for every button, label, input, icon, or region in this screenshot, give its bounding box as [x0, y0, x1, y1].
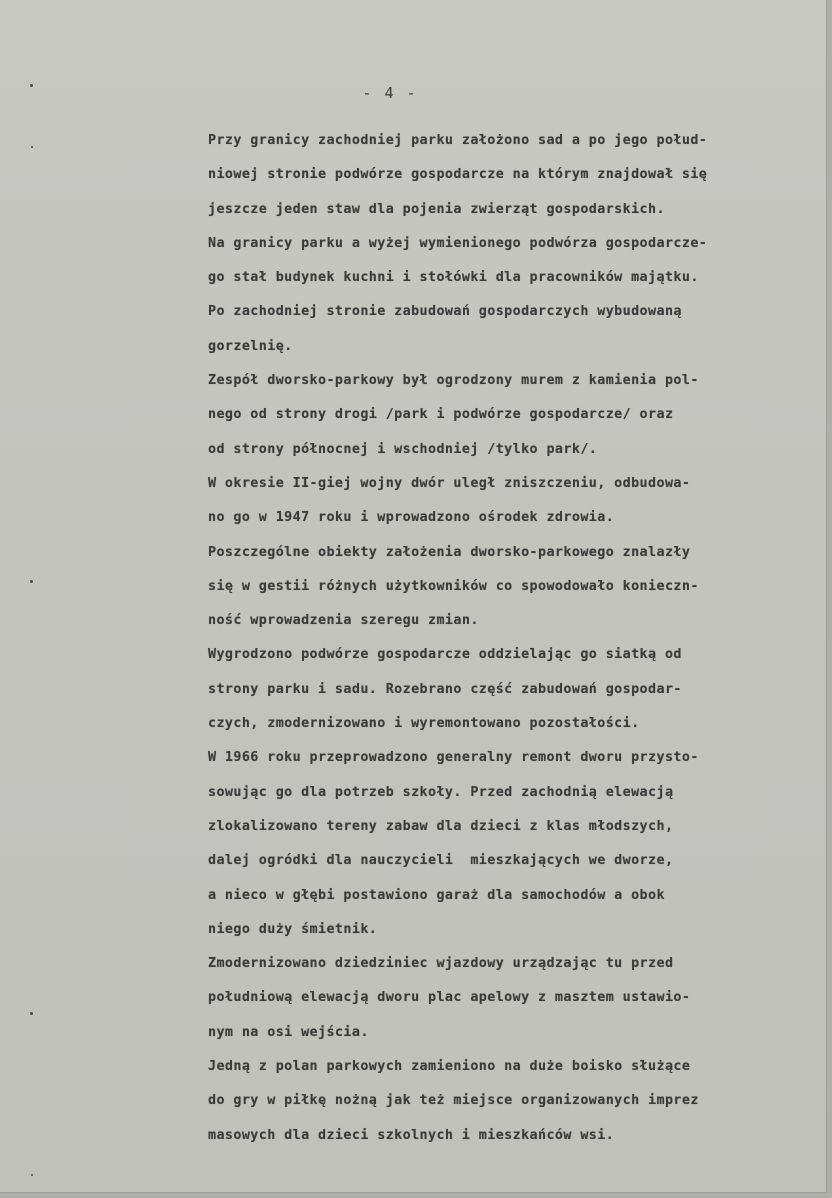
text-line: dalej ogródki dla nauczycieli mieszkających we dworze, — [208, 853, 674, 869]
text-line: a nieco w głębi postawiono garaż dla samochodów a obok — [208, 887, 665, 903]
text-line: niowej stronie podwórze gospodarcze na którym znajdował się — [208, 167, 708, 183]
text-line: no go w 1947 roku i wprowadzono ośrodek zdrowia. — [208, 510, 615, 526]
text-line: nym na osi wejścia. — [208, 1024, 369, 1040]
text-line: południową elewacją dworu plac apelowy z masztem ustawio- — [208, 990, 691, 1006]
text-line: go stał budynek kuchni i stołówki dla pracowników majątku. — [208, 270, 699, 286]
text-line: Wygrodzono podwórze gospodarcze oddzielając go siatką od — [208, 647, 682, 663]
text-line: masowych dla dzieci szkolnych i mieszkańców wsi. — [208, 1127, 615, 1143]
punch-mark — [30, 580, 33, 583]
text-line: do gry w piłkę nożną jak też miejsce organizowanych imprez — [208, 1093, 699, 1109]
text-line: zlokalizowano tereny zabaw dla dzieci z klas młodszych, — [208, 818, 674, 834]
text-line: W 1966 roku przeprowadzono generalny remont dworu przysto- — [208, 750, 699, 766]
punch-mark — [30, 1012, 33, 1015]
text-line: nego od strony drogi /park i podwórze gospodarcze/ oraz — [208, 407, 674, 423]
text-line: strony parku i sadu. Rozebrano część zabudowań gospodar- — [208, 681, 682, 697]
text-line: jeszcze jeden staw dla pojenia zwierząt gospodarskich. — [208, 201, 665, 217]
text-line: Poszczególne obiekty założenia dworsko-parkowego znalazły — [208, 544, 691, 560]
page-number: - 4 - — [362, 84, 418, 102]
punch-mark — [31, 146, 33, 148]
text-line: ność wprowadzenia szeregu zmian. — [208, 613, 479, 629]
text-line: niego duży śmietnik. — [208, 921, 378, 937]
text-line: Jedną z polan parkowych zamieniono na duże boisko służące — [208, 1059, 691, 1075]
text-line: Na granicy parku a wyżej wymienionego podwórza gospodarcze- — [208, 235, 708, 251]
body-text — [208, 124, 808, 1153]
text-line: się w gestii różnych użytkowników co spowodowało konieczn- — [208, 578, 699, 594]
text-line: czych, zmodernizowano i wyremontowano pozostałości. — [208, 716, 640, 732]
text-line: od strony północnej i wschodniej /tylko park/. — [208, 441, 598, 457]
text-line: Przy granicy zachodniej parku założono sad a po jego połud- — [208, 133, 708, 148]
text-line: sowując go dla potrzeb szkoły. Przed zachodnią elewacją — [208, 784, 674, 800]
text-line: Zespół dworsko-parkowy był ogrodzony murem z kamienia pol- — [208, 373, 699, 389]
text-line: Zmodernizowano dziedziniec wjazdowy urządzając tu przed — [208, 956, 674, 972]
text-line: W okresie II-giej wojny dwór uległ zniszczeniu, odbudowa- — [208, 475, 691, 491]
punch-mark — [31, 1174, 33, 1176]
text-line: gorzelnię. — [208, 338, 293, 354]
text-line: Po zachodniej stronie zabudowań gospodarczych wybudowaną — [208, 304, 682, 320]
